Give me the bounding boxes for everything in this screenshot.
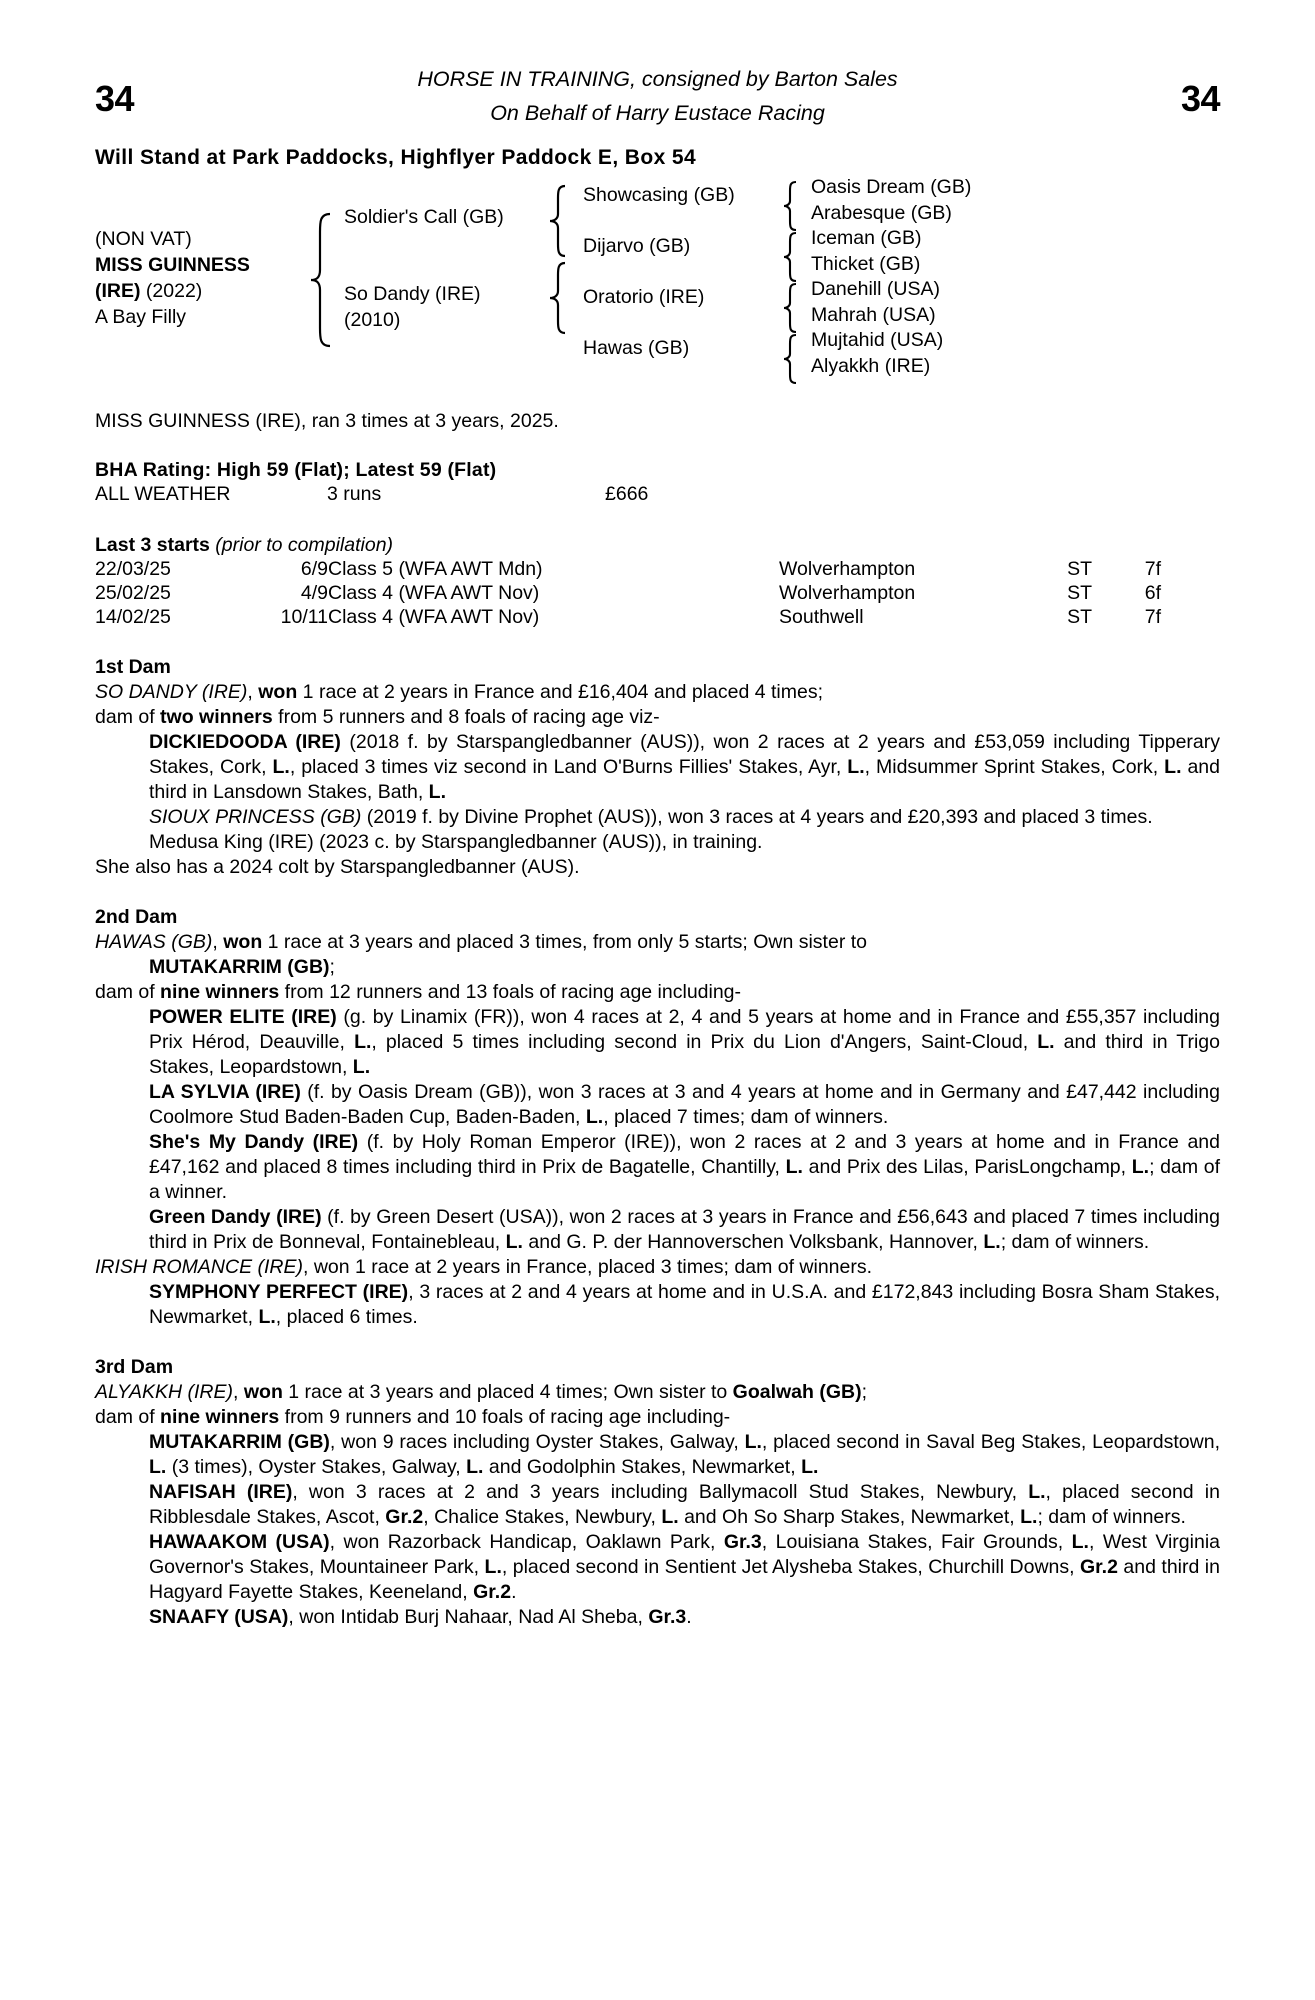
produce-post: from 9 runners and 10 foals of racing age including- (279, 1406, 731, 1428)
brace-gen3-2 (781, 231, 799, 283)
progeny-entry (95, 730, 1220, 805)
gen4-name-1: Oasis Dream (GB) (811, 176, 972, 198)
gen3-name-1: Showcasing (GB) (583, 184, 735, 206)
produce-post: from 5 runners and 8 foals of racing age viz- (272, 706, 660, 728)
progeny-entry (95, 1130, 1220, 1205)
progeny-name: POWER ELITE (IRE) (149, 1006, 337, 1028)
progeny-text: , 3 races at 2 and 4 years at home and in U.S.A. and £172,843 including Bosra Sham Stakes, Newmarket, L., placed 6 times. (149, 1281, 1220, 1328)
progeny-name: MUTAKARRIM (GB) (149, 1431, 330, 1453)
first-dam-name: SO DANDY (IRE) (95, 681, 248, 703)
progeny-name: HAWAAKOM (USA) (149, 1531, 330, 1553)
brace-gen3-4 (781, 333, 799, 385)
gen3-name-4: Hawas (GB) (583, 337, 690, 359)
progeny-entry (95, 1205, 1220, 1255)
produce-post: from 12 runners and 13 foals of racing age including- (279, 981, 742, 1003)
stand-location: Will Stand at Park Paddocks, Highflyer Paddock E, Box 54 (95, 146, 697, 169)
progeny-name: Green Dandy (IRE) (149, 1206, 322, 1228)
first-dam-closing: She also has a 2024 colt by Starspangledbanner (AUS). (95, 856, 580, 878)
third-dam-won: won (243, 1381, 283, 1403)
third-dam-sister-name: Goalwah (GB) (732, 1381, 862, 1403)
subject-description: A Bay Filly (95, 306, 187, 328)
progeny-name: NAFISAH (IRE) (149, 1481, 293, 1503)
brace-gen3-3 (781, 282, 799, 334)
gen4-name-8: Alyakkh (IRE) (811, 355, 931, 377)
consignor-heading (95, 52, 1220, 130)
start-date: 22/03/25 (95, 558, 171, 580)
gen3-name-3: Oratorio (IRE) (583, 286, 705, 308)
progeny-name: LA SYLVIA (IRE) (149, 1081, 301, 1103)
second-dam-lead-text: 1 race at 3 years and placed 3 times, from only 5 starts; Own sister to (262, 931, 867, 953)
first-dam-lead-sep: , (247, 681, 259, 703)
consignor-line-1: HORSE IN TRAINING, consigned by Barton Sales (417, 67, 898, 91)
lot-number-right: 34 (1180, 78, 1220, 119)
second-dam-won: won (223, 931, 263, 953)
page-header (95, 52, 1220, 138)
gen4-name-3: Iceman (GB) (811, 227, 922, 249)
first-dam-produce-line (95, 705, 1220, 730)
start-course: Wolverhampton (779, 582, 916, 604)
bha-rating-heading: BHA Rating: High 59 (Flat); Latest 59 (Flat) (95, 459, 497, 481)
second-dam-sister (95, 955, 1220, 980)
consignor-line-2: On Behalf of Harry Eustace Racing (490, 101, 825, 125)
subject-vat: (NON VAT) (95, 228, 192, 250)
pedigree-diagram (95, 176, 1220, 376)
table-row (95, 582, 1220, 606)
table-row (95, 558, 1220, 582)
progeny-text: (2019 f. by Divine Prophet (AUS)), won 3 races at 4 years and £20,393 and placed 3 times. (361, 806, 1153, 828)
last-starts-heading (95, 534, 1220, 557)
first-dam-lead-text: 1 race at 2 years in France and £16,404 and placed 4 times; (297, 681, 824, 703)
produce-count: nine winners (160, 1406, 280, 1428)
brace-subject (308, 212, 334, 348)
start-going: ST (1067, 558, 1093, 580)
subject-origin-year: (IRE) (2022) (95, 280, 203, 302)
start-date: 25/02/25 (95, 582, 171, 604)
progeny-text: (f. by Holy Roman Emperor (IRE)), won 2 races at 2 and 3 years at home and in France and £47,162 and placed 8 times including third in Prix de Bagatelle, Chantilly, L. and Prix des Lilas, ParisLongchamp, L.; dam of a winner. (149, 1131, 1221, 1203)
progeny-entry (95, 1480, 1220, 1530)
progeny-entry (95, 1080, 1220, 1130)
progeny-entry (95, 1005, 1220, 1080)
progeny-entry (95, 1530, 1220, 1605)
start-distance: 7f (1144, 606, 1162, 628)
gen4-name-5: Danehill (USA) (811, 278, 940, 300)
start-going: ST (1067, 606, 1093, 628)
gen4-name-2: Arabesque (GB) (811, 202, 952, 224)
produce-count: two winners (160, 706, 273, 728)
progeny-text: , won 3 races at 2 and 3 years including Ballymacoll Stud Stakes, Newbury, L., placed second in Ribblesdale Stakes, Ascot, Gr.2, Chalice Stakes, Newbury, L. and Oh So Sharp Stakes, Newmarket, L.; dam of winners. (149, 1481, 1220, 1528)
gen4-name-6: Mahrah (USA) (811, 304, 936, 326)
brace-dam (547, 261, 569, 335)
rating-runs: 3 runs (327, 483, 382, 505)
start-position: 10/11 (280, 606, 328, 628)
subject-name: MISS GUINNESS (95, 254, 250, 276)
progeny-entry (95, 1280, 1220, 1330)
brace-gen3-1 (781, 180, 799, 232)
progeny-name: IRISH ROMANCE (IRE) (95, 1256, 304, 1278)
start-date: 14/02/25 (95, 606, 171, 628)
third-dam-sister-post: ; (861, 1381, 867, 1403)
dam-name: So Dandy (IRE) (344, 283, 481, 305)
gen3-name-2: Dijarvo (GB) (583, 235, 691, 257)
progeny-text: (2018 f. by Starspangledbanner (AUS)), won 2 races at 2 years and £53,059 including Tipperary Stakes, Cork, L., placed 3 times viz second in Land O'Burns Fillies' Stakes, Ayr, L., Midsummer Sprint Stakes, Cork, L. and third in Lansdown Stakes, Bath, L. (149, 731, 1221, 803)
start-position: 6/9 (300, 558, 328, 580)
third-dam-lead-text: 1 race at 3 years and placed 4 times; Own sister to (282, 1381, 733, 1403)
progeny-name: SIOUX PRINCESS (GB) (149, 806, 362, 828)
start-course: Southwell (779, 606, 864, 628)
lot-number-left: 34 (95, 78, 135, 119)
start-class: Class 5 (WFA AWT Mdn) (328, 558, 543, 580)
progeny-text: , won 1 race at 2 years in France, placed 3 times; dam of winners. (303, 1256, 873, 1278)
progeny-entry (95, 1605, 1220, 1630)
first-dam-lead (95, 680, 1220, 705)
brace-sire (547, 184, 569, 258)
progeny-name: She's My Dandy (IRE) (149, 1131, 359, 1153)
produce-pre: dam of (95, 706, 161, 728)
produce-pre: dam of (95, 981, 161, 1003)
progeny-text: (f. by Green Desert (USA)), won 2 races at 3 years in France and £56,643 and placed 7 times including third in Prix de Bonneval, Fontainebleau, L. and G. P. der Hannoverschen Volksbank, Hannover, L.; dam of winners. (149, 1206, 1220, 1253)
first-dam-won: won (258, 681, 298, 703)
third-dam-lead: ALYAKKH (IRE), won 1 race at 3 years and placed 4 times; Own sister to Goalwah (GB); (95, 1381, 867, 1403)
third-dam-heading: 3rd Dam (95, 1356, 174, 1378)
third-dam-produce-line (95, 1405, 1220, 1430)
last-starts-table (95, 558, 1220, 630)
last-starts-note: (prior to compilation) (209, 534, 394, 556)
progeny-text: (g. by Linamix (FR)), won 4 races at 2, 4 and 5 years at home and in France and £55,357 including Prix Hérod, Deauville, L., placed 5 times including second in Prix du Lion d'Angers, Saint-Cloud, L. and third in Trigo Stakes, Leopardstown, L. (149, 1006, 1220, 1078)
race-record-summary: MISS GUINNESS (IRE), ran 3 times at 3 years, 2025. (95, 410, 559, 432)
sire-name: Soldier's Call (GB) (344, 206, 504, 228)
produce-count: nine winners (160, 981, 280, 1003)
start-position: 4/9 (300, 582, 328, 604)
rating-row (95, 483, 1220, 507)
gen4-name-7: Mujtahid (USA) (811, 329, 944, 351)
third-dam-name: ALYAKKH (IRE) (95, 1381, 234, 1403)
gen4-name-4: Thicket (GB) (811, 253, 921, 275)
start-distance: 6f (1144, 582, 1162, 604)
rating-earnings: £666 (605, 483, 649, 505)
progeny-text: (f. by Oasis Dream (GB)), won 3 races at 3 and 4 years at home and in Germany and £47,442 including Coolmore Stud Baden-Baden Cup, Baden-Baden, L., placed 7 times; dam of winners. (149, 1081, 1220, 1128)
progeny-entry (95, 830, 1220, 855)
progeny-text: , won Razorback Handicap, Oaklawn Park, Gr.3, Louisiana Stakes, Fair Grounds, L., West Virginia Governor's Stakes, Mountaineer Park, L., placed second in Sentient Jet Alysheba Stakes, Churchill Downs, Gr.2 and third in Hagyard Fayette Stakes, Keeneland, Gr.2. (149, 1531, 1221, 1603)
second-dam-sister-name: MUTAKARRIM (GB) (149, 956, 330, 978)
second-dam-lead: HAWAS (GB), won 1 race at 3 years and placed 3 times, from only 5 starts; Own sister to (95, 931, 867, 953)
start-class: Class 4 (WFA AWT Nov) (328, 606, 540, 628)
table-row (95, 606, 1220, 630)
rating-surface: ALL WEATHER (95, 483, 231, 505)
progeny-entry (95, 1255, 1220, 1280)
progeny-entry (95, 1430, 1220, 1480)
progeny-name: Medusa King (IRE) (149, 831, 314, 853)
progeny-entry (95, 805, 1220, 830)
first-dam-heading: 1st Dam (95, 656, 171, 678)
start-going: ST (1067, 582, 1093, 604)
start-distance: 7f (1144, 558, 1162, 580)
progeny-name: SNAAFY (USA) (149, 1606, 289, 1628)
produce-pre: dam of (95, 1406, 161, 1428)
progeny-text: , won 9 races including Oyster Stakes, Galway, L., placed second in Saval Beg Stakes, Leopardstown, L. (3 times), Oyster Stakes, Galway, L. and Godolphin Stakes, Newmarket, L. (149, 1431, 1220, 1478)
dam-year: (2010) (344, 309, 401, 331)
progeny-name: DICKIEDOODA (IRE) (149, 731, 341, 753)
progeny-name: SYMPHONY PERFECT (IRE) (149, 1281, 409, 1303)
last-starts-title: Last 3 starts (95, 534, 210, 556)
progeny-text: (2023 c. by Starspangledbanner (AUS)), in training. (313, 831, 763, 853)
second-dam-sister-post: ; (329, 956, 335, 978)
second-dam-heading: 2nd Dam (95, 906, 178, 928)
start-course: Wolverhampton (779, 558, 916, 580)
progeny-text: , won Intidab Burj Nahaar, Nad Al Sheba, Gr.3. (288, 1606, 692, 1628)
second-dam-produce-line (95, 980, 1220, 1005)
second-dam-name: HAWAS (GB) (95, 931, 213, 953)
start-class: Class 4 (WFA AWT Nov) (328, 582, 540, 604)
